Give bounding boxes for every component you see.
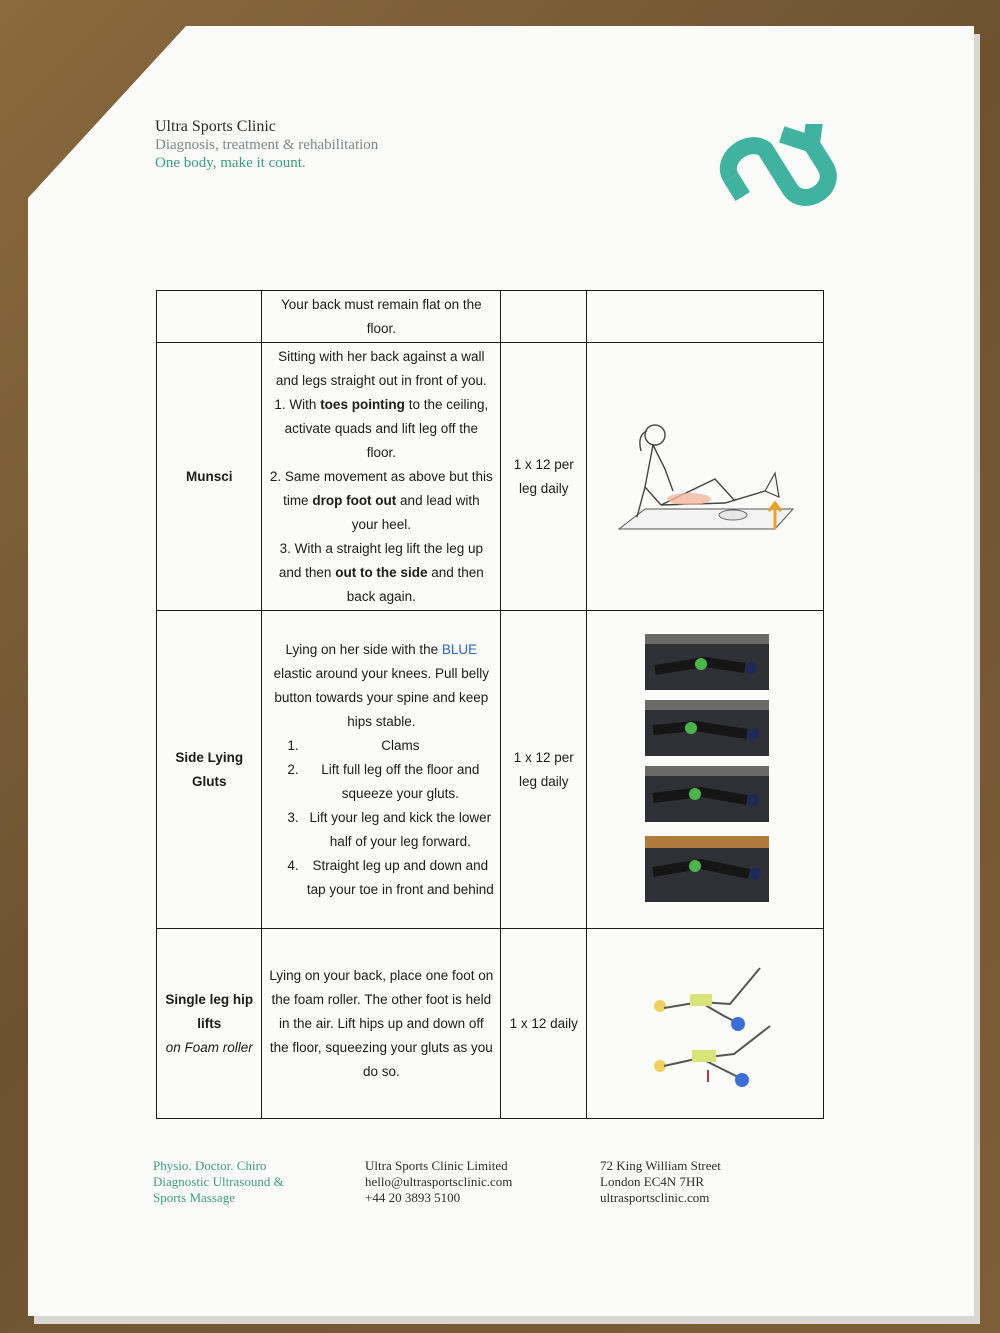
- step-emphasis: toes pointing: [320, 396, 405, 412]
- exercise-dosage: [501, 291, 587, 343]
- clinic-tagline: Diagnosis, treatment & rehabilitation: [155, 137, 379, 153]
- footer-line: Sports Massage: [153, 1190, 235, 1205]
- exercise-intro: elastic around your knees. Pull belly button towards your spine and keep hips stable.: [273, 665, 490, 729]
- exercise-illustration-cell: [587, 291, 824, 343]
- exercise-photo: [645, 836, 769, 902]
- step-list: [268, 734, 494, 902]
- step-emphasis: out to the side: [335, 564, 428, 580]
- step-text: and then back again.: [346, 564, 484, 604]
- exercise-dosage: 1 x 12 per leg daily: [501, 611, 587, 929]
- clinic-slogan: One body, make it count.: [155, 155, 306, 171]
- exercise-photo: [645, 700, 769, 756]
- exercise-photo: [645, 634, 769, 690]
- side-lying-photos: [635, 630, 775, 910]
- footer-line: Diagnostic Ultrasound &: [153, 1174, 284, 1189]
- footer-website: ultrasportsclinic.com: [600, 1190, 710, 1205]
- footer-line: 72 King William Street: [600, 1158, 721, 1173]
- exercise-description: Your back must remain flat on the floor.: [262, 291, 501, 343]
- footer-services: [153, 1158, 284, 1206]
- letterhead: [155, 118, 378, 172]
- list-item: 2. Lift full leg off the floor and squeeze your gluts.: [302, 758, 494, 806]
- step-emphasis: drop foot out: [312, 492, 397, 508]
- exercise-illustration-cell: [587, 929, 824, 1119]
- exercise-name: Side Lying Gluts: [157, 611, 262, 929]
- footer-line: Ultra Sports Clinic Limited: [365, 1158, 508, 1173]
- step-text: and lead with your heel.: [351, 492, 480, 532]
- list-item: 4. Straight leg up and down and tap your toe in front and behind: [302, 854, 494, 902]
- footer-email: hello@ultrasportsclinic.com: [365, 1174, 513, 1189]
- seated-leg-raise-illustration: [615, 417, 795, 537]
- exercise-illustration-cell: [587, 343, 824, 611]
- step-text: 1. With: [274, 396, 321, 412]
- table-row: [157, 929, 824, 1119]
- exercise-dosage: 1 x 12 per leg daily: [501, 343, 587, 611]
- footer-address: [600, 1158, 721, 1206]
- table-row: [157, 611, 824, 929]
- list-item: 3. Lift your leg and kick the lower half of your leg forward.: [302, 806, 494, 854]
- step-text: 2. Same movement as above but this time: [269, 468, 493, 508]
- clinic-name: Ultra Sports Clinic: [155, 118, 276, 135]
- exercise-illustration-cell: [587, 611, 824, 929]
- exercise-description: [262, 611, 501, 929]
- footer-line: Physio. Doctor. Chiro: [153, 1158, 267, 1173]
- exercise-description: Lying on your back, place one foot on the foam roller. The other foot is held in the air. Lift hips up and down off the floor, squeezing your gluts as you do so.: [262, 929, 501, 1119]
- table-row: [157, 343, 824, 611]
- step-text: to the ceiling, activate quads and lift leg off the floor.: [284, 396, 489, 460]
- footer-company: [365, 1158, 512, 1206]
- exercise-description: [262, 343, 501, 611]
- exercise-intro: Sitting with her back against a wall and legs straight out in front of you.: [275, 348, 487, 388]
- footer-phone: +44 20 3893 5100: [365, 1190, 461, 1205]
- exercise-name-cell: [157, 929, 262, 1119]
- hip-lift-illustration: [630, 954, 780, 1094]
- exercise-name: Single leg hip lifts: [165, 991, 254, 1031]
- list-item: 1. Clams: [302, 734, 494, 758]
- step-text: 3. With a straight leg lift the leg up and then: [278, 540, 484, 580]
- exercise-photo: [645, 766, 769, 822]
- exercise-dosage: 1 x 12 daily: [501, 929, 587, 1119]
- band-color-label: BLUE: [441, 641, 478, 657]
- exercise-intro: Lying on her side with the: [285, 641, 442, 657]
- footer-line: London EC4N 7HR: [600, 1174, 704, 1189]
- clinic-logo-icon: [708, 124, 848, 246]
- table-row: [157, 291, 824, 343]
- exercise-subname: on Foam roller: [165, 1039, 253, 1055]
- exercise-table: [156, 290, 824, 1119]
- exercise-name-cell: [157, 291, 262, 343]
- exercise-name: Munsci: [157, 343, 262, 611]
